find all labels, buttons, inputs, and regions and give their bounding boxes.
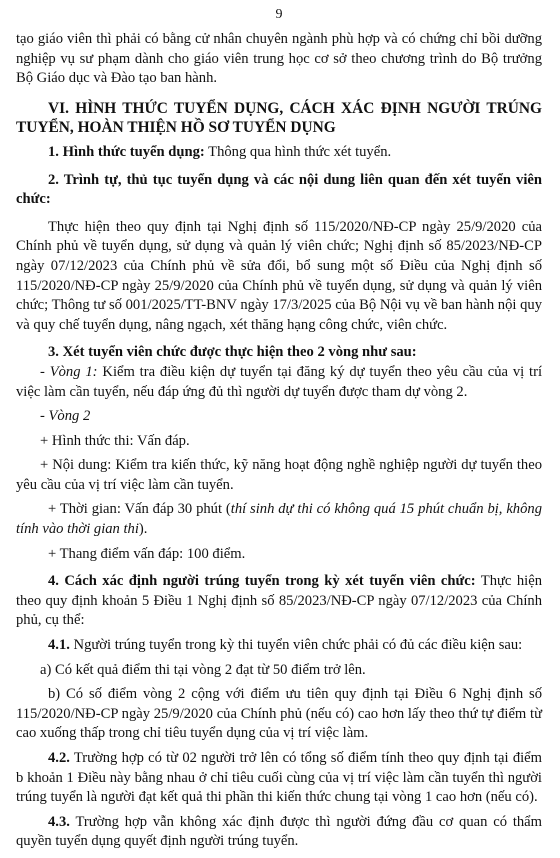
round-2-label xyxy=(16,407,542,427)
item-4-1 xyxy=(16,636,542,656)
item-4-1-b: b) Có số điểm vòng 2 cộng với điểm ưu tiên quy định tại Điều 6 Nghị định số 115/2020/NĐ-CP ngày 25/9/2020 của Chính phủ (nếu có) cao hơn lấy theo thứ tự điểm từ cao xuống thấp trong chỉ tiêu tuyển dụng của vị trí việc làm. xyxy=(16,686,542,742)
item-4-3-text: Trường hợp vẫn không xác định được thì người đứng đầu cơ quan có thẩm quyền tuyển dụng quyết định người trúng tuyển. xyxy=(16,813,542,850)
round-1-label: - Vòng 1: xyxy=(40,363,98,380)
item-4-3 xyxy=(16,813,542,852)
item-4-1-label: 4.1. xyxy=(48,637,70,654)
item-2-label: 2. Trình tự, thủ tục tuyển dụng và các nội dung liên quan đến xét tuyển viên chức: xyxy=(16,171,542,208)
round-1 xyxy=(16,363,542,402)
exam-time-note: thí sinh dự thi có không quá 15 phút chuẩn bị, không tính vào thời gian thi xyxy=(16,501,542,538)
exam-content: + Nội dung: Kiểm tra kiến thức, kỹ năng hoạt động nghề nghiệp người dự tuyển theo yêu cầu của vị trí việc làm cần tuyển. xyxy=(16,457,542,493)
exam-score: + Thang điểm vấn đáp: 100 điểm. xyxy=(48,545,246,562)
section-title: VI. HÌNH THỨC TUYỂN DỤNG, CÁCH XÁC ĐỊNH NGƯỜI TRÚNG TUYỂN, HOÀN THIỆN HỒ SƠ TUYỂN DỤNG xyxy=(16,99,542,137)
round-1-text: Kiểm tra điều kiện dự tuyển tại đăng ký dự tuyển theo yêu cầu của vị trí việc làm cần tuyển, nếu đáp ứng đủ thì người dự tuyển được tham dự vòng 2. xyxy=(16,363,543,400)
item-4-1-a: a) Có kết quả điểm thi tại vòng 2 đạt từ 50 điểm trở lên. xyxy=(40,661,366,678)
item-4-3-label: 4.3. xyxy=(48,813,70,830)
item-4-label: 4. Cách xác định người trúng tuyển trong kỳ xét tuyển viên chức: xyxy=(48,573,476,590)
item-1 xyxy=(16,143,542,163)
item-1-label: 1. Hình thức tuyển dụng: xyxy=(48,143,205,160)
item-4-2 xyxy=(16,749,542,808)
item-2-heading xyxy=(16,171,542,210)
page-number: 9 xyxy=(275,7,283,22)
item-3-label: 3. Xét tuyển viên chức được thực hiện theo 2 vòng như sau: xyxy=(48,344,417,361)
item-3-heading xyxy=(16,343,542,363)
item-4-1-text: Người trúng tuyển trong kỳ thi tuyển viên chức phải có đủ các điều kiện sau: xyxy=(69,637,523,654)
item-4-text: Thực hiện theo quy định khoản 5 Điều 1 Nghị định số 85/2023/NĐ-CP ngày 07/12/2023 của Chính phủ, cụ thể: xyxy=(16,573,542,629)
item-2-text: Thực hiện theo quy định tại Nghị định số 115/2020/NĐ-CP ngày 25/9/2020 của Chính phủ về tuyển dụng, sử dụng và quản lý viên chức; Nghị định số 85/2023/NĐ-CP ngày 07/12/2023 của Chính phủ về sửa đổi, bổ sung một số Điều của Nghị định số 115/2020/NĐ-CP ngày 25/9/2020 của Chính phủ về tuyển dụng, sử dụng và quản lý viên chức; Thông tư số 001/2025/TT-BNV ngày 17/3/2025 của Bộ Nội vụ về ban hành nội quy và quy chế tuyển dụng, nâng ngạch, xét thăng hạng công chức, viên chức. xyxy=(16,218,542,333)
exam-time xyxy=(16,500,542,539)
item-4 xyxy=(16,572,542,631)
item-4-2-text: Trường hợp có từ 02 người trở lên có tổng số điểm tính theo quy định tại điểm b khoản 1 Điều này bằng nhau ở chỉ tiêu cuối cùng của vị trí việc làm cần tuyển thì người trúng tuyển là người đạt kết quả thi phần thi kiến thức chung tại vòng 1 cao hơn (nếu có). xyxy=(16,750,542,806)
exam-time-end: ). xyxy=(138,521,148,538)
exam-form: + Hình thức thi: Vấn đáp. xyxy=(40,432,190,449)
item-1-text: Thông qua hình thức xét tuyển. xyxy=(204,143,392,160)
round-2-label-text: - Vòng 2 xyxy=(40,408,91,425)
exam-time-text: + Thời gian: Vấn đáp 30 phút ( xyxy=(48,501,231,518)
intro-paragraph: tạo giáo viên thì phải có bằng cử nhân chuyên ngành phù hợp và có chứng chỉ bồi dưỡng nghiệp vụ sư phạm dành cho giáo viên trung học cơ sở theo chương trình do Bộ trưởng Bộ Giáo dục và Đào tạo ban hành. xyxy=(16,31,542,87)
item-4-2-label: 4.2. xyxy=(48,750,70,766)
